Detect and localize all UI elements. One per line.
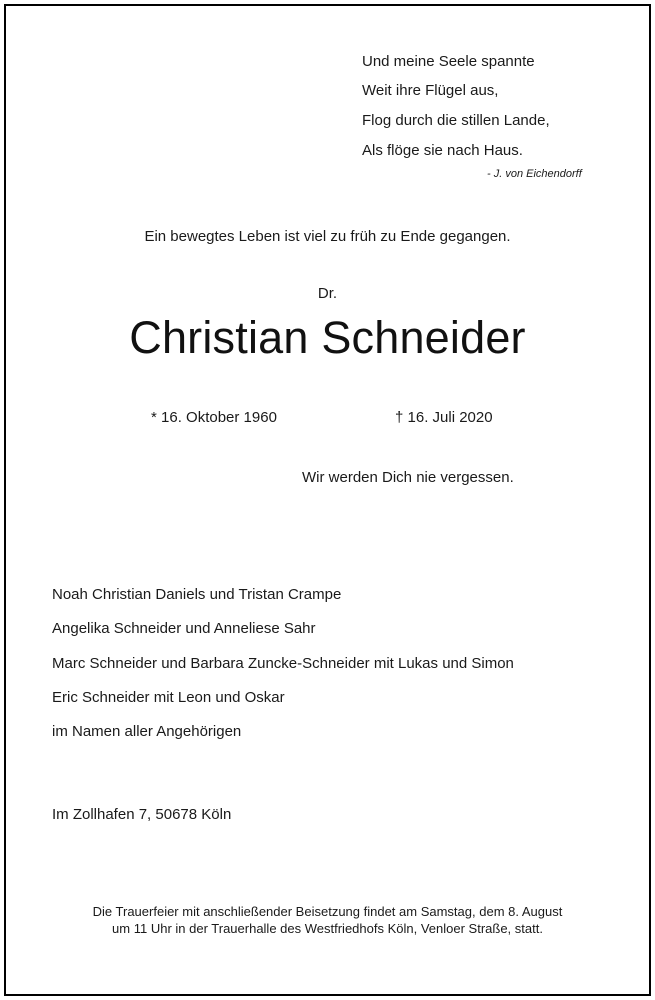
poem-line: Und meine Seele spannte [362,53,535,70]
mourner-line: Noah Christian Daniels und Tristan Crampe [52,586,342,603]
poem-line: Als flöge sie nach Haus. [362,142,523,159]
mourner-line: Angelika Schneider und Anneliese Sahr [52,620,316,637]
academic-title: Dr. [317,285,338,302]
notice-border [4,4,651,996]
poem-line: Flog durch die stillen Lande, [362,112,550,129]
service-line: Die Trauerfeier mit anschließender Beisetzung findet am Samstag, dem 8. August [92,904,563,919]
intro-text: Ein bewegtes Leben ist viel zu früh zu Ende gegangen. [144,228,511,245]
mourner-line: im Namen aller Angehörigen [52,723,242,740]
death-date: † 16. Juli 2020 [395,409,493,426]
mourner-line: Eric Schneider mit Leon und Oskar [52,689,285,706]
address: Im Zollhafen 7, 50678 Köln [52,806,232,823]
motto: Wir werden Dich nie vergessen. [302,469,514,486]
mourner-line: Marc Schneider und Barbara Zuncke-Schneider mit Lukas und Simon [52,655,514,672]
poem-author: - J. von Eichendorff [487,168,582,180]
deceased-name: Christian Schneider [129,312,526,363]
poem-line: Weit ihre Flügel aus, [362,82,499,99]
birth-date: * 16. Oktober 1960 [151,409,277,426]
service-line: um 11 Uhr in der Trauerhalle des Westfriedhofs Köln, Venloer Straße, statt. [112,921,543,936]
